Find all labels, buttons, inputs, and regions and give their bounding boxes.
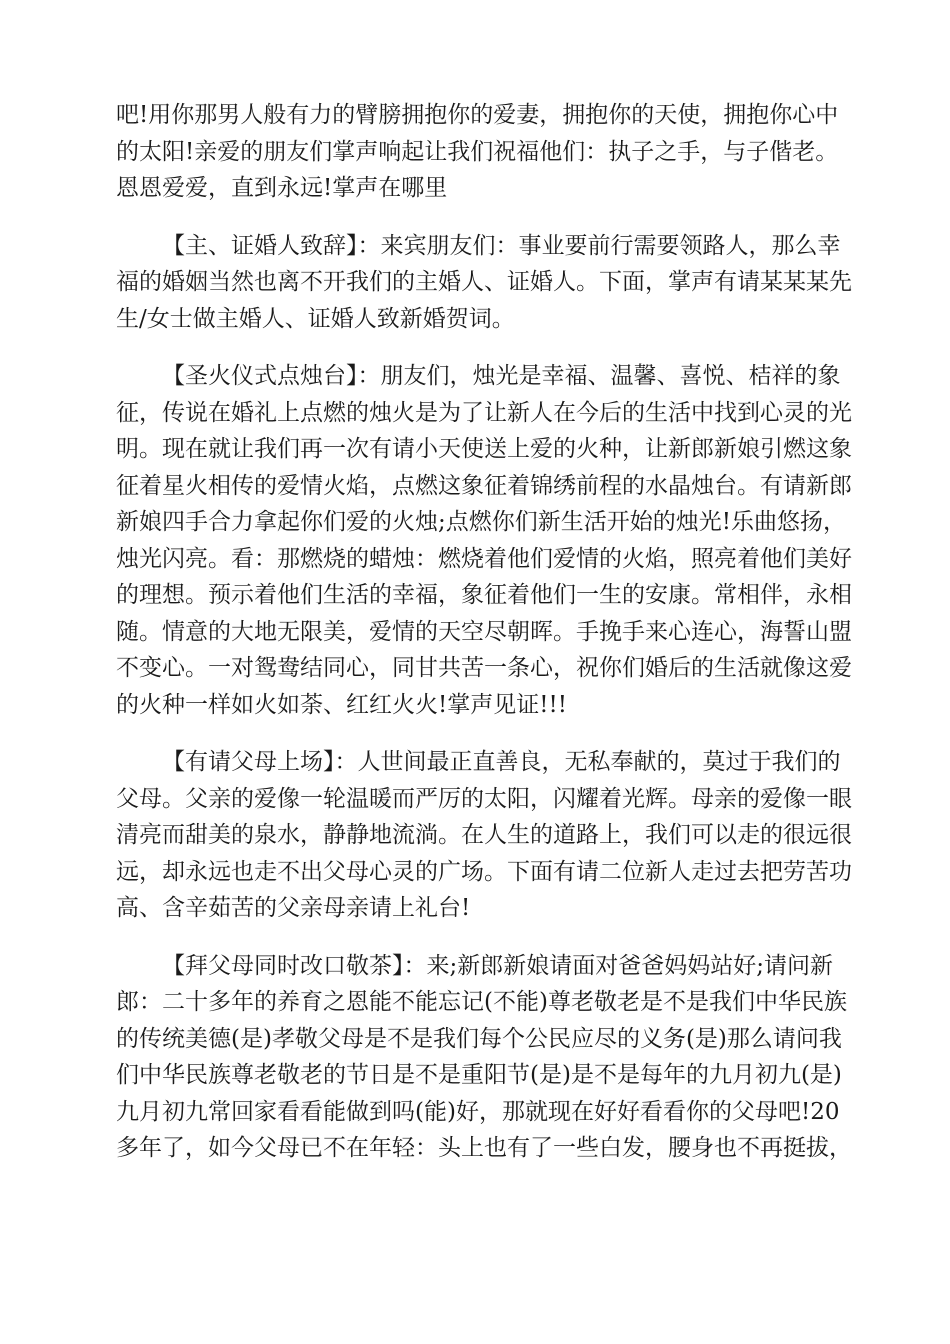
text-line	[116, 744, 841, 781]
paragraph-candle-ceremony	[116, 358, 852, 723]
text-line: 不变心。一对鸳鸯结同心，同甘共苦一条心，祝你们婚后的生活就像这爱	[116, 655, 852, 681]
text-line: 烛光闪亮。看：那燃烧的蜡烛：燃烧着他们爱情的火焰，照亮着他们美好	[116, 545, 852, 572]
text-line: 的理想。预示着他们生活的幸福，象征着他们一生的安康。常相伴，永相	[116, 582, 852, 608]
text-line: 九月初九常回家看看能做到吗(能)好，那就现在好好看看你的父母吧!20	[116, 1098, 840, 1125]
text-segment: ：朋友们，烛光是幸福、温馨、喜悦、桔祥的象	[357, 363, 841, 389]
text-segment: ：人世间最正直善良，无私奉献的，莫过于我们的	[334, 749, 841, 775]
paragraph-parents-entrance	[116, 744, 852, 927]
text-line: 父母。父亲的爱像一轮温暖而严厉的太阳，闪耀着光辉。母亲的爱像一眼	[116, 785, 852, 812]
text-line: 们中华民族尊老敬老的节日是不是重阳节(是)是不是每年的九月初九(是)	[116, 1062, 842, 1088]
text-line: 新娘四手合力拿起你们爱的火烛;点燃你们新生活开始的烛光!乐曲悠扬，	[116, 509, 846, 535]
text-segment: ：来;新郎新娘请面对爸爸妈妈站好;请问新	[403, 952, 833, 979]
text-line: 的传统美德(是)孝敬父母是不是我们每个公民应尽的义务(是)那么请问我	[116, 1025, 842, 1052]
section-heading: 【有请父母上场】	[162, 749, 335, 775]
text-line	[116, 228, 841, 265]
text-line: 高、含辛茹苦的父亲母亲请上礼台!	[116, 895, 471, 921]
text-line: 明。现在就让我们再一次有请小天使送上爱的火种，让新郎新娘引燃这象	[116, 436, 852, 462]
text-line: 清亮而甜美的泉水，静静地流淌。在人生的道路上，我们可以走的很远很	[116, 822, 852, 848]
text-line: 多年了，如今父母已不在年轻：头上也有了一些白发，腰身也不再挺拔，	[116, 1135, 852, 1161]
paragraph-blessing	[116, 97, 839, 207]
section-heading: 【拜父母同时改口敬茶】	[162, 952, 404, 979]
text-line: 郎：二十多年的养育之恩能不能忘记(不能)尊老敬老是不是我们中华民族	[116, 989, 847, 1015]
text-line	[116, 948, 833, 985]
section-heading: 【圣火仪式点烛台】	[162, 363, 358, 389]
section-heading: 【主、证婚人致辞】	[162, 232, 358, 259]
text-segment: ：来宾朋友们：事业要前行需要领路人，那么幸	[357, 232, 841, 259]
text-line: 生/女士做主婚人、证婚人致新婚贺词。	[116, 305, 515, 332]
text-line: 的太阳!亲爱的朋友们掌声响起让我们祝福他们：执子之手，与子偕老。	[116, 138, 839, 165]
text-line: 吧!用你那男人般有力的臂膀拥抱你的爱妻，拥抱你的天使，拥抱你心中	[116, 102, 839, 128]
text-line	[116, 358, 841, 395]
paragraph-tea-ceremony	[116, 948, 852, 1167]
paragraph-officiant-speech	[116, 228, 852, 338]
text-line: 征着星火相传的爱情火焰，点燃这象征着锦绣前程的水晶烛台。有请新郎	[116, 472, 852, 499]
text-line: 随。情意的大地无限美，爱情的天空尽朝晖。手挽手来心连心，海誓山盟	[116, 618, 852, 645]
text-line: 恩恩爱爱，直到永远!掌声在哪里	[116, 175, 448, 201]
document-page	[116, 97, 852, 1188]
text-line: 远，却永远也走不出父母心灵的广场。下面有请二位新人走过去把劳苦功	[116, 858, 852, 885]
text-line: 征，传说在婚礼上点燃的烛火是为了让新人在今后的生活中找到心灵的光	[116, 399, 852, 426]
text-line: 的火种一样如火如荼、红红火火!掌声见证!!!	[116, 691, 567, 718]
text-line: 福的婚姻当然也离不开我们的主婚人、证婚人。下面，掌声有请某某某先	[116, 269, 852, 295]
